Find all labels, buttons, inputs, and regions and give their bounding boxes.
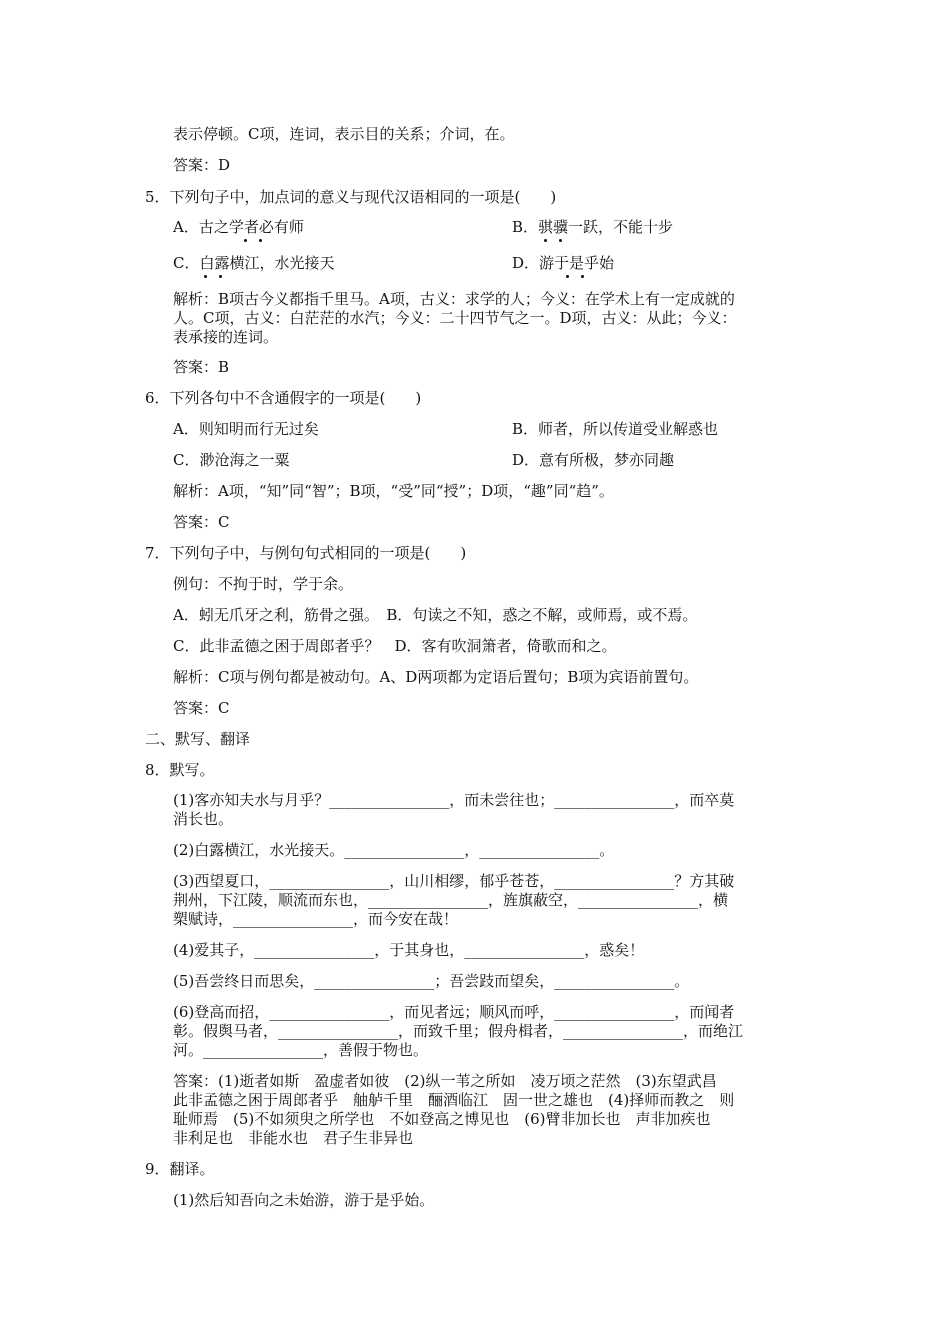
q8-item-4: (4)爱其子，________________，于其身也，________________，惑矣！ bbox=[173, 941, 645, 959]
question-6-stem: 6．下列各句中不含通假字的一项是( ) bbox=[145, 389, 422, 407]
question-7-stem: 7．下列句子中，与例句句式相同的一项是( ) bbox=[145, 544, 467, 562]
explanation-continued: 表示停顿。C项，连词，表示目的关系；介词，在。 bbox=[173, 125, 515, 143]
q5-explanation-line-1: 解析：B项古今义都指千里马。A项，古义：求学的人；今义：在学术上有一定成就的 bbox=[173, 290, 735, 308]
q8-item-6-line-2: 彰。假舆马者，________________，而致千里；假舟楫者，________________，而绝江 bbox=[173, 1022, 744, 1040]
emphasis-dot bbox=[566, 275, 569, 278]
q8-item-5: (5)吾尝终日而思矣，________________；吾尝跂而望矣，________________。 bbox=[173, 972, 690, 990]
q7-options-ab: A．蚓无爪牙之利，筋骨之强。 B．句读之不知，惑之不解，或师焉，或不焉。 bbox=[173, 606, 698, 624]
answer-q7: 答案：C bbox=[173, 699, 230, 717]
q5-explanation-line-2: 人。C项，古义：白茫茫的水汽；今义：二十四节气之一。D项，古义：从此；今义： bbox=[173, 309, 737, 327]
question-8-stem: 8．默写。 bbox=[145, 761, 215, 779]
q8-answer-line-4: 非利足也 非能水也 君子生非异也 bbox=[173, 1129, 414, 1147]
q5-explanation-line-3: 表承接的连词。 bbox=[173, 328, 279, 346]
q6-option-d: D．意有所极，梦亦同趣 bbox=[512, 451, 675, 469]
q5-option-a: A．古之学者必有师 bbox=[173, 218, 304, 236]
q8-item-1-line-1: (1)客亦知夫水与月乎？________________，而未尝往也；________________，而卒莫 bbox=[173, 791, 735, 809]
question-5-stem: 5．下列句子中，加点词的意义与现代汉语相同的一项是( ) bbox=[145, 188, 557, 206]
emphasis-dot bbox=[204, 275, 207, 278]
answer-q5: 答案：B bbox=[173, 358, 230, 376]
q8-answer-line-2: 此非孟德之困于周郎者乎 舳舻千里 酾酒临江 固一世之雄也 (4)择师而教之 则 bbox=[173, 1091, 735, 1109]
emphasis-dot bbox=[219, 275, 222, 278]
q9-item-1: (1)然后知吾向之未始游，游于是乎始。 bbox=[173, 1191, 435, 1209]
q6-option-a: A．则知明而行无过矣 bbox=[173, 420, 319, 438]
q8-item-2: (2)白露横江，水光接天。________________，________________。 bbox=[173, 841, 615, 859]
q7-explanation: 解析：C项与例句都是被动句。A、D两项都为定语后置句；B项为宾语前置句。 bbox=[173, 668, 699, 686]
emphasis-dot bbox=[544, 239, 547, 242]
q8-item-3-line-1: (3)西望夏口，________________，山川相缪，郁乎苍苍，________________？方其破 bbox=[173, 872, 735, 890]
q5-option-b: B．骐骥一跃，不能十步 bbox=[512, 218, 674, 236]
q6-option-b: B．师者，所以传道受业解惑也 bbox=[512, 420, 719, 438]
emphasis-dot bbox=[244, 239, 247, 242]
emphasis-dot bbox=[559, 239, 562, 242]
answer-q4: 答案：D bbox=[173, 156, 231, 174]
q8-answer-line-1: 答案：(1)逝者如斯 盈虚者如彼 (2)纵一苇之所如 凌万顷之茫然 (3)东望武昌 bbox=[173, 1072, 717, 1090]
emphasis-dot bbox=[581, 275, 584, 278]
q6-option-c: C．渺沧海之一粟 bbox=[173, 451, 290, 469]
q6-explanation: 解析：A项，“知”同“智”；B项，“受”同“授”；D项，“趣”同“趋”。 bbox=[173, 482, 614, 500]
q8-item-6-line-1: (6)登高而招，________________，而见者远；顺风而呼，________________，而闻者 bbox=[173, 1003, 735, 1021]
q8-item-6-line-3: 河。________________，善假于物也。 bbox=[173, 1041, 429, 1059]
q7-options-cd: C．此非孟德之困于周郎者乎？ D．客有吹洞箫者，倚歌而和之。 bbox=[173, 637, 617, 655]
q5-option-c: C．白露横江，水光接天 bbox=[173, 254, 335, 272]
section-2-heading: 二、默写、翻译 bbox=[145, 730, 251, 748]
q8-item-1-line-2: 消长也。 bbox=[173, 810, 234, 828]
q8-answer-line-3: 耻师焉 (5)不如须臾之所学也 不如登高之博见也 (6)臂非加长也 声非加疾也 bbox=[173, 1110, 711, 1128]
answer-q6: 答案：C bbox=[173, 513, 230, 531]
q7-example-sentence: 例句：不拘于时，学于余。 bbox=[173, 575, 354, 593]
question-9-stem: 9．翻译。 bbox=[145, 1160, 215, 1178]
emphasis-dot bbox=[259, 239, 262, 242]
q8-item-3-line-2: 荆州，下江陵，顺流而东也，________________，旌旗蔽空，________________，横 bbox=[173, 891, 729, 909]
q5-option-d: D．游于是乎始 bbox=[512, 254, 615, 272]
q8-item-3-line-3: 槊赋诗，________________，而今安在哉！ bbox=[173, 910, 459, 928]
